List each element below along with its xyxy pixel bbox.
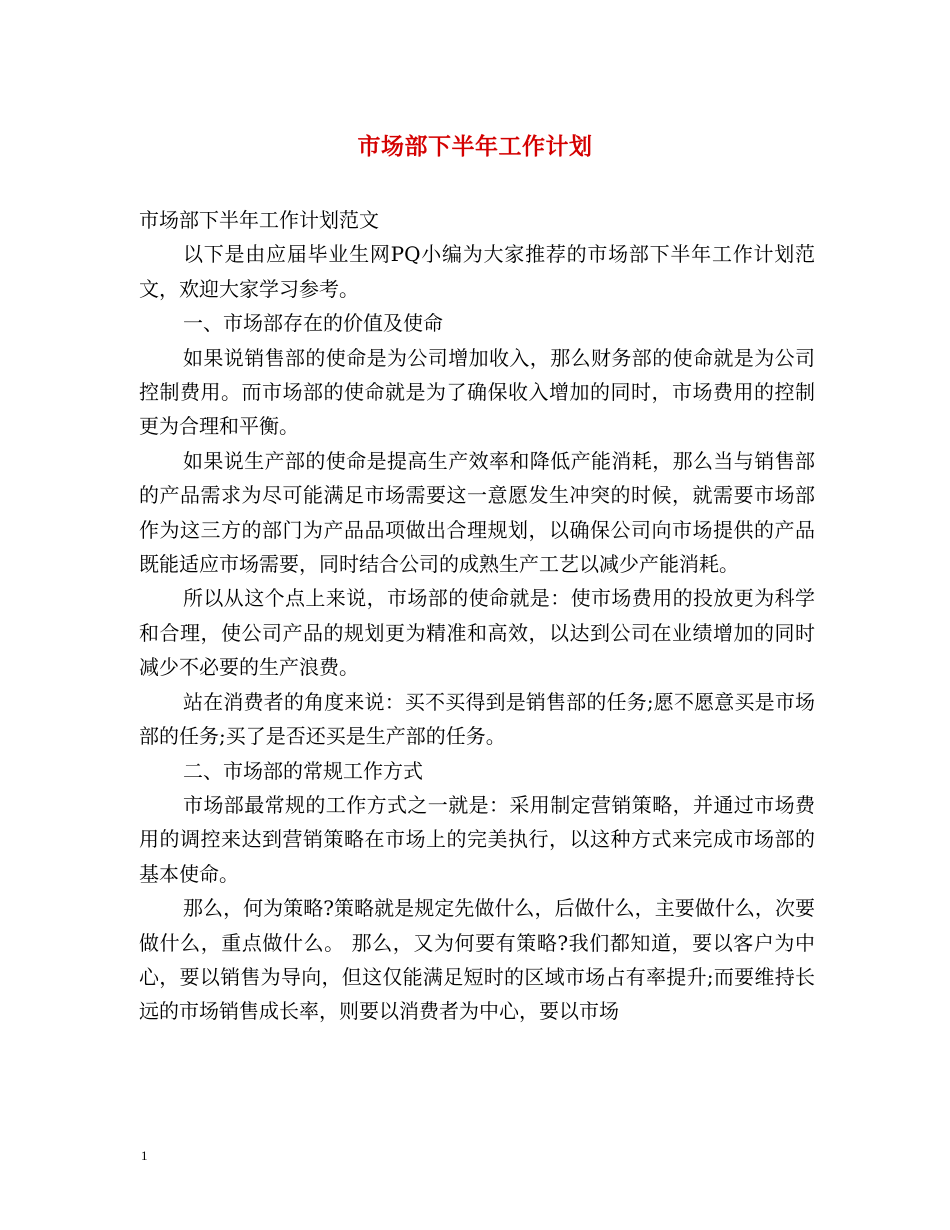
section-heading-2: 二、市场部的常规工作方式 <box>183 758 423 783</box>
document-title: 市场部下半年工作计划 <box>357 133 593 160</box>
body-paragraph: 所以从这个点上来说，市场部的使命就是：使市场费用的投放更为科学和合理，使公司产品的规划更为精准和高效，以达到公司在业绩增加的同时减少不必要的生产浪费。 <box>139 586 815 680</box>
page-number: 1 <box>141 1148 148 1163</box>
document-body <box>139 203 815 1029</box>
subtitle-paragraph: 市场部下半年工作计划范文 <box>139 208 379 232</box>
body-paragraph: 那么，何为策略?策略就是规定先做什么，后做什么，主要做什么，次要做什么，重点做什么。 那么，又为何要有策略?我们都知道，要以客户为中心，要以销售为导向，但这仅能满足短时的区域市场占有率提升;而要维持长远的市场销售成长率，则要以消费者为中心，要以市场 <box>139 896 815 1024</box>
body-paragraph: 如果说销售部的使命是为公司增加收入，那么财务部的使命就是为公司控制费用。而市场部的使命就是为了确保收入增加的同时，市场费用的控制更为合理和平衡。 <box>139 345 815 439</box>
intro-paragraph: 以下是由应届毕业生网PQ小编为大家推荐的市场部下半年工作计划范文，欢迎大家学习参考。 <box>139 242 815 301</box>
body-paragraph: 站在消费者的角度来说：买不买得到是销售部的任务;愿不愿意买是市场部的任务;买了是否还买是生产部的任务。 <box>139 689 815 749</box>
body-paragraph: 如果说生产部的使命是提高生产效率和降低产能消耗，那么当与销售部的产品需求为尽可能满足市场需要这一意愿发生冲突的时候，就需要市场部作为这三方的部门为产品品项做出合理规划，以确保公司向市场提供的产品既能适应市场需要，同时结合公司的成熟生产工艺以减少产能消耗。 <box>139 448 815 577</box>
body-paragraph: 市场部最常规的工作方式之一就是：采用制定营销策略，并通过市场费用的调控来达到营销策略在市场上的完美执行，以这种方式来完成市场部的基本使命。 <box>139 792 815 886</box>
section-heading-1: 一、市场部存在的价值及使命 <box>183 311 443 336</box>
